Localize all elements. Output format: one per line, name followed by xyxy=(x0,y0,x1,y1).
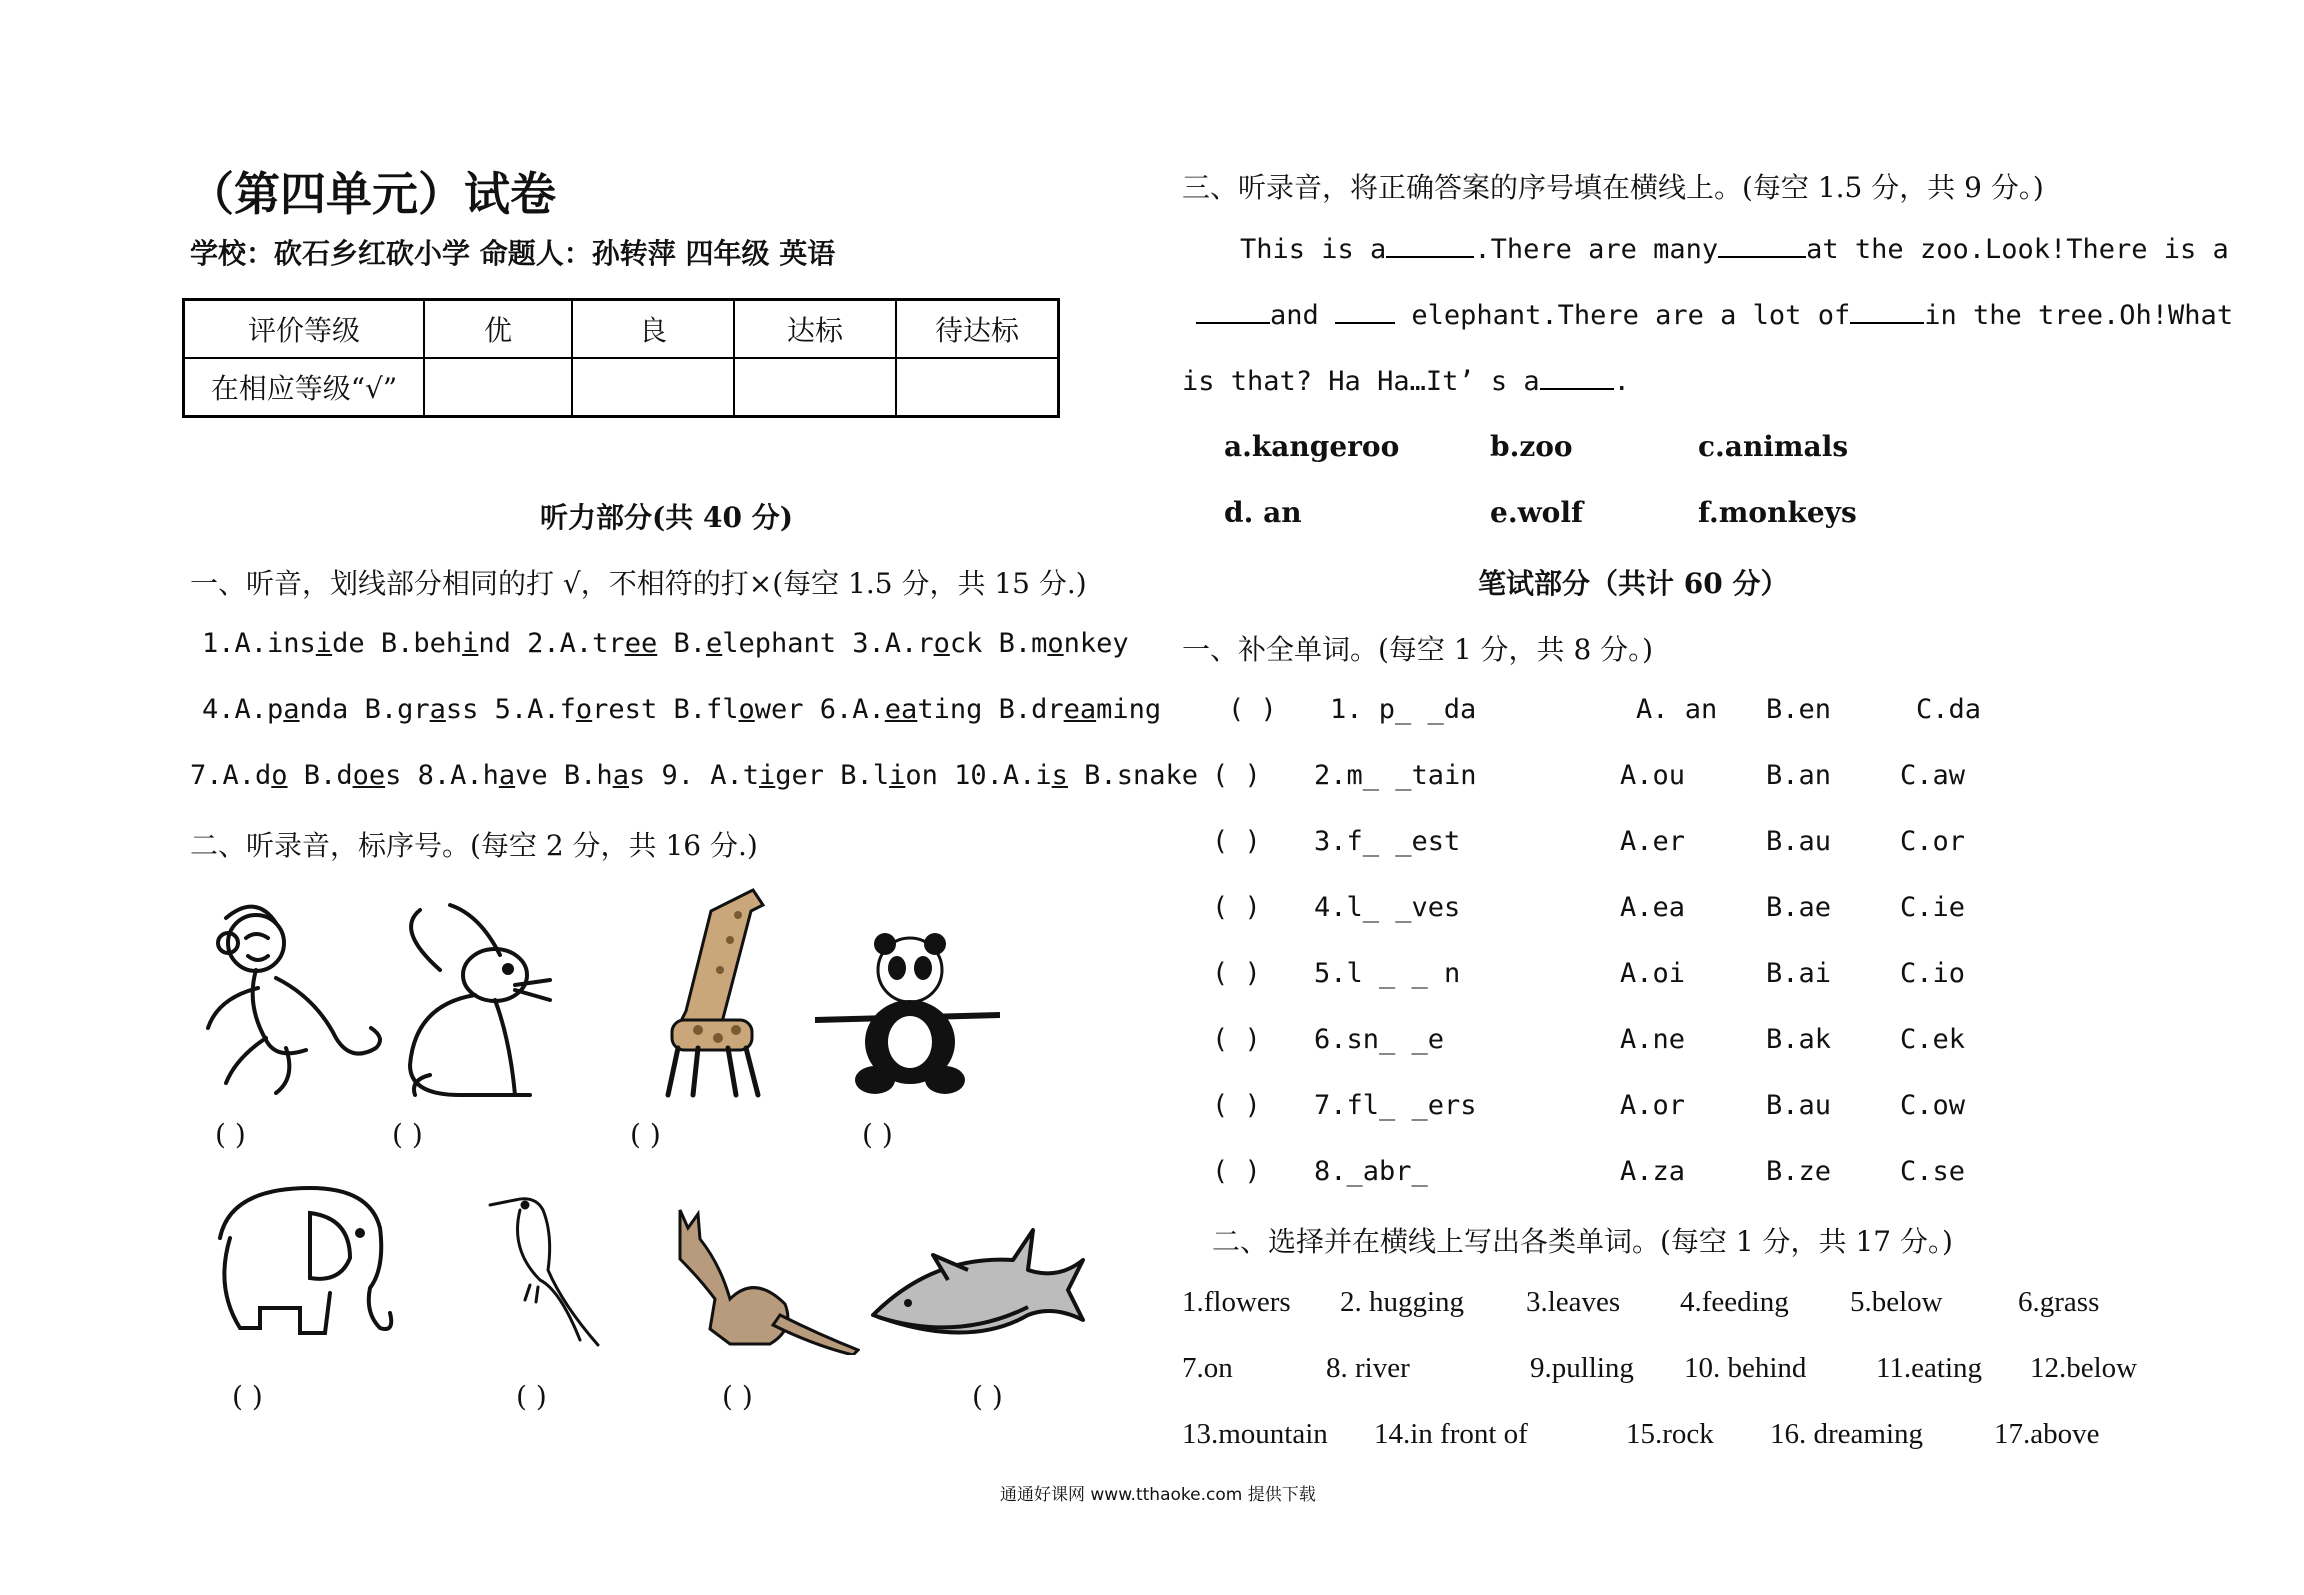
q1-row-2 xyxy=(202,694,1161,725)
word-bank-item: 6.grass xyxy=(2018,1286,2100,1318)
para-text: This is a xyxy=(1240,234,1387,265)
word-question: 6.sn_ _e xyxy=(1314,1024,1445,1055)
answer-bracket[interactable]: ( ) xyxy=(1212,958,1261,989)
listening-q1-title: 一、听音，划线部分相同的打 √，不相符的打×(每空 1.5 分，共 15 分.) xyxy=(190,567,1087,600)
word-bank-item: 9.pulling xyxy=(1530,1352,1634,1384)
word-text: nkey xyxy=(1063,628,1129,659)
answer-bracket[interactable]: ( ) xyxy=(1212,760,1261,791)
underlined-letters: o xyxy=(933,628,950,659)
word-text: rest B.fl xyxy=(592,694,739,725)
underlined-letters: o xyxy=(575,694,593,725)
choice-c: C.da xyxy=(1916,694,1982,725)
answer-bracket[interactable]: ( ) xyxy=(215,1118,246,1151)
choice-a: A.oi xyxy=(1620,958,1686,989)
answer-bracket[interactable]: ( ) xyxy=(1212,1024,1261,1055)
word-text: nd 2.A.tr xyxy=(478,628,625,659)
grade-cell xyxy=(734,358,896,417)
answer-bracket[interactable]: ( ) xyxy=(1212,892,1261,923)
para-text: in the tree.Oh!What xyxy=(1924,300,2234,331)
underlined-letters: ee xyxy=(624,628,658,659)
choice-a: A.za xyxy=(1620,1156,1686,1187)
underlined-letters: oe xyxy=(352,760,386,791)
choice-c: C.se xyxy=(1900,1156,1966,1187)
choice-b: B.ze xyxy=(1766,1156,1832,1187)
word-text: 7.A.d xyxy=(190,760,272,791)
underlined-letters: ea xyxy=(1063,694,1097,725)
word-bank-item: 8. river xyxy=(1326,1352,1410,1384)
choice-b: B.au xyxy=(1766,1090,1832,1121)
answer-bracket[interactable]: ( ) xyxy=(1212,1156,1261,1187)
option-e: e.wolf xyxy=(1490,496,1584,529)
underlined-letters: a xyxy=(612,760,629,791)
word-bank-item: 17.above xyxy=(1994,1418,2100,1450)
option-f: f.monkeys xyxy=(1698,496,1857,529)
underlined-letters: e xyxy=(705,628,723,659)
written-q1-title: 一、补全单词。(每空 1 分，共 8 分。) xyxy=(1182,633,1654,666)
word-bank-item: 11.eating xyxy=(1876,1352,1983,1384)
word-text: 1.A.ins xyxy=(202,628,316,659)
word-text: ve B.h xyxy=(515,760,613,791)
choice-c: C.ek xyxy=(1900,1024,1966,1055)
answer-bracket[interactable]: ( ) xyxy=(1228,694,1277,725)
option-c: c.animals xyxy=(1698,430,1849,463)
word-bank-item: 15.rock xyxy=(1626,1418,1714,1450)
para-text: elephant.There are a lot of xyxy=(1411,300,1851,331)
word-question: 7.fl_ _ers xyxy=(1314,1090,1477,1121)
word-bank-item: 12.below xyxy=(2030,1352,2138,1384)
grade-table xyxy=(182,298,1060,418)
grade-header-good: 良 xyxy=(572,300,734,359)
para-text: at the zoo.Look!There is a xyxy=(1806,234,2229,265)
monkey-icon xyxy=(186,898,386,1098)
word-question: 8._abr_ xyxy=(1314,1156,1428,1187)
section3-para-line2 xyxy=(1196,298,2233,331)
choice-c: C.io xyxy=(1900,958,1966,989)
kangaroo-icon xyxy=(660,1205,860,1355)
section3-title: 三、听录音，将正确答案的序号填在横线上。(每空 1.5 分，共 9 分。) xyxy=(1182,171,2044,204)
underlined-letters: a xyxy=(498,760,516,791)
elephant-icon xyxy=(200,1178,410,1358)
choice-a: A.or xyxy=(1620,1090,1686,1121)
answer-bracket[interactable]: ( ) xyxy=(516,1380,547,1413)
fill-blank[interactable] xyxy=(1335,298,1395,324)
section3-para-line1 xyxy=(1240,232,2229,265)
word-bank-item: 13.mountain xyxy=(1182,1418,1328,1450)
para-text: and xyxy=(1270,300,1319,331)
answer-bracket[interactable]: ( ) xyxy=(722,1380,753,1413)
word-text: ting B.dr xyxy=(917,694,1064,725)
word-question: 4.l_ _ves xyxy=(1314,892,1461,923)
underlined-letters: a xyxy=(429,694,446,725)
word-text: on 10.A.i xyxy=(905,760,1052,791)
word-bank-item: 14.in front of xyxy=(1374,1418,1528,1450)
underlined-letters: i xyxy=(889,760,906,791)
q1-row-3 xyxy=(190,760,1198,791)
bird-icon xyxy=(480,1185,620,1350)
answer-bracket[interactable]: ( ) xyxy=(972,1380,1003,1413)
giraffe-icon xyxy=(658,880,778,1100)
word-bank-item: 2. hugging xyxy=(1340,1286,1465,1318)
para-text: . xyxy=(1613,366,1630,397)
fill-blank[interactable] xyxy=(1540,364,1614,390)
word-text: s 8.A.h xyxy=(385,760,499,791)
panda-icon xyxy=(815,930,1000,1100)
word-text: B.snake xyxy=(1067,760,1198,791)
para-text: is that? Ha Ha…It’ s a xyxy=(1182,366,1540,397)
option-a: a.kangeroo xyxy=(1224,430,1400,463)
exam-title: （第四单元）试卷 xyxy=(188,167,556,221)
choice-c: C.ie xyxy=(1900,892,1966,923)
rabbit-icon xyxy=(390,895,580,1100)
underlined-letters: i xyxy=(462,628,479,659)
word-text: 4.A.p xyxy=(202,694,284,725)
word-text: lephant 3.A.r xyxy=(722,628,934,659)
answer-bracket[interactable]: ( ) xyxy=(630,1118,661,1151)
underlined-letters: i xyxy=(759,760,776,791)
choice-a: A.ou xyxy=(1620,760,1686,791)
section3-para-line3 xyxy=(1182,364,1630,397)
choice-b: B.an xyxy=(1766,760,1832,791)
shark-icon xyxy=(868,1225,1088,1355)
fill-blank[interactable] xyxy=(1718,232,1806,258)
word-text: ck B.m xyxy=(949,628,1048,659)
word-text: ming xyxy=(1096,694,1162,725)
fill-blank[interactable] xyxy=(1386,232,1474,258)
underlined-letters: o xyxy=(738,694,755,725)
grade-row-label: 在相应等级“√” xyxy=(184,358,425,417)
choice-c: C.or xyxy=(1900,826,1966,857)
grade-cell xyxy=(572,358,734,417)
answer-bracket[interactable]: ( ) xyxy=(1212,826,1261,857)
word-text: de B.beh xyxy=(332,628,463,659)
word-bank-item: 16. dreaming xyxy=(1770,1418,1924,1450)
choice-c: C.aw xyxy=(1900,760,1966,791)
choice-c: C.ow xyxy=(1900,1090,1966,1121)
word-bank-item: 3.leaves xyxy=(1526,1286,1621,1318)
grade-header-excellent: 优 xyxy=(424,300,572,359)
choice-b: B.ae xyxy=(1766,892,1832,923)
written-q2-title: 二、选择并在横线上写出各类单词。(每空 1 分，共 17 分。) xyxy=(1212,1225,1953,1258)
footer-source: 通通好课网 www.tthaoke.com 提供下载 xyxy=(1000,1485,1316,1505)
word-bank-item: 10. behind xyxy=(1684,1352,1807,1384)
word-text: wer 6.A. xyxy=(754,694,885,725)
underlined-letters: o xyxy=(1047,628,1064,659)
choice-b: B.en xyxy=(1766,694,1832,725)
answer-bracket[interactable]: ( ) xyxy=(1212,1090,1261,1121)
option-b: b.zoo xyxy=(1490,430,1573,463)
choice-b: B.ai xyxy=(1766,958,1832,989)
word-text: ger B.l xyxy=(775,760,890,791)
word-text: ss 5.A.f xyxy=(445,694,576,725)
listening-heading: 听力部分(共 40 分) xyxy=(540,501,793,534)
para-text: .There are many xyxy=(1474,234,1719,265)
underlined-letters: ea xyxy=(884,694,918,725)
underlined-letters: a xyxy=(283,694,300,725)
choice-a: A.ne xyxy=(1620,1024,1686,1055)
fill-blank[interactable] xyxy=(1196,298,1270,324)
word-text: s 9. A.t xyxy=(628,760,760,791)
word-bank-item: 1.flowers xyxy=(1182,1286,1291,1318)
exam-info: 学校：砍石乡红砍小学 命题人：孙转萍 四年级 英语 xyxy=(190,237,836,270)
word-bank-item: 5.below xyxy=(1850,1286,1943,1318)
choice-b: B.ak xyxy=(1766,1024,1832,1055)
word-question: 3.f_ _est xyxy=(1314,826,1461,857)
word-text: B.d xyxy=(287,760,353,791)
option-d: d. an xyxy=(1224,496,1302,529)
word-text: B. xyxy=(657,628,706,659)
underlined-letters: s xyxy=(1051,760,1068,791)
word-bank-item: 7.on xyxy=(1182,1352,1233,1384)
underlined-letters: i xyxy=(315,628,333,659)
choice-a: A.er xyxy=(1620,826,1686,857)
word-question: 1. p_ _da xyxy=(1330,694,1477,725)
choice-a: A. an xyxy=(1636,694,1718,725)
answer-bracket[interactable]: ( ) xyxy=(232,1380,263,1413)
grade-header-pass: 达标 xyxy=(734,300,896,359)
choice-b: B.au xyxy=(1766,826,1832,857)
word-question: 2.m_ _tain xyxy=(1314,760,1477,791)
fill-blank[interactable] xyxy=(1850,298,1924,324)
word-text: nda B.gr xyxy=(299,694,430,725)
written-heading: 笔试部分（共计 60 分） xyxy=(1478,567,1789,600)
grade-header-level: 评价等级 xyxy=(184,300,425,359)
answer-bracket[interactable]: ( ) xyxy=(862,1118,893,1151)
listening-q2-title: 二、听录音，标序号。(每空 2 分，共 16 分.) xyxy=(190,829,758,862)
grade-header-pending: 待达标 xyxy=(896,300,1059,359)
grade-cell xyxy=(896,358,1059,417)
q1-row-1 xyxy=(202,628,1129,659)
answer-bracket[interactable]: ( ) xyxy=(392,1118,423,1151)
word-question: 5.l _ _ n xyxy=(1314,958,1461,989)
word-bank-item: 4.feeding xyxy=(1680,1286,1789,1318)
choice-a: A.ea xyxy=(1620,892,1686,923)
grade-cell xyxy=(424,358,572,417)
underlined-letters: o xyxy=(271,760,288,791)
